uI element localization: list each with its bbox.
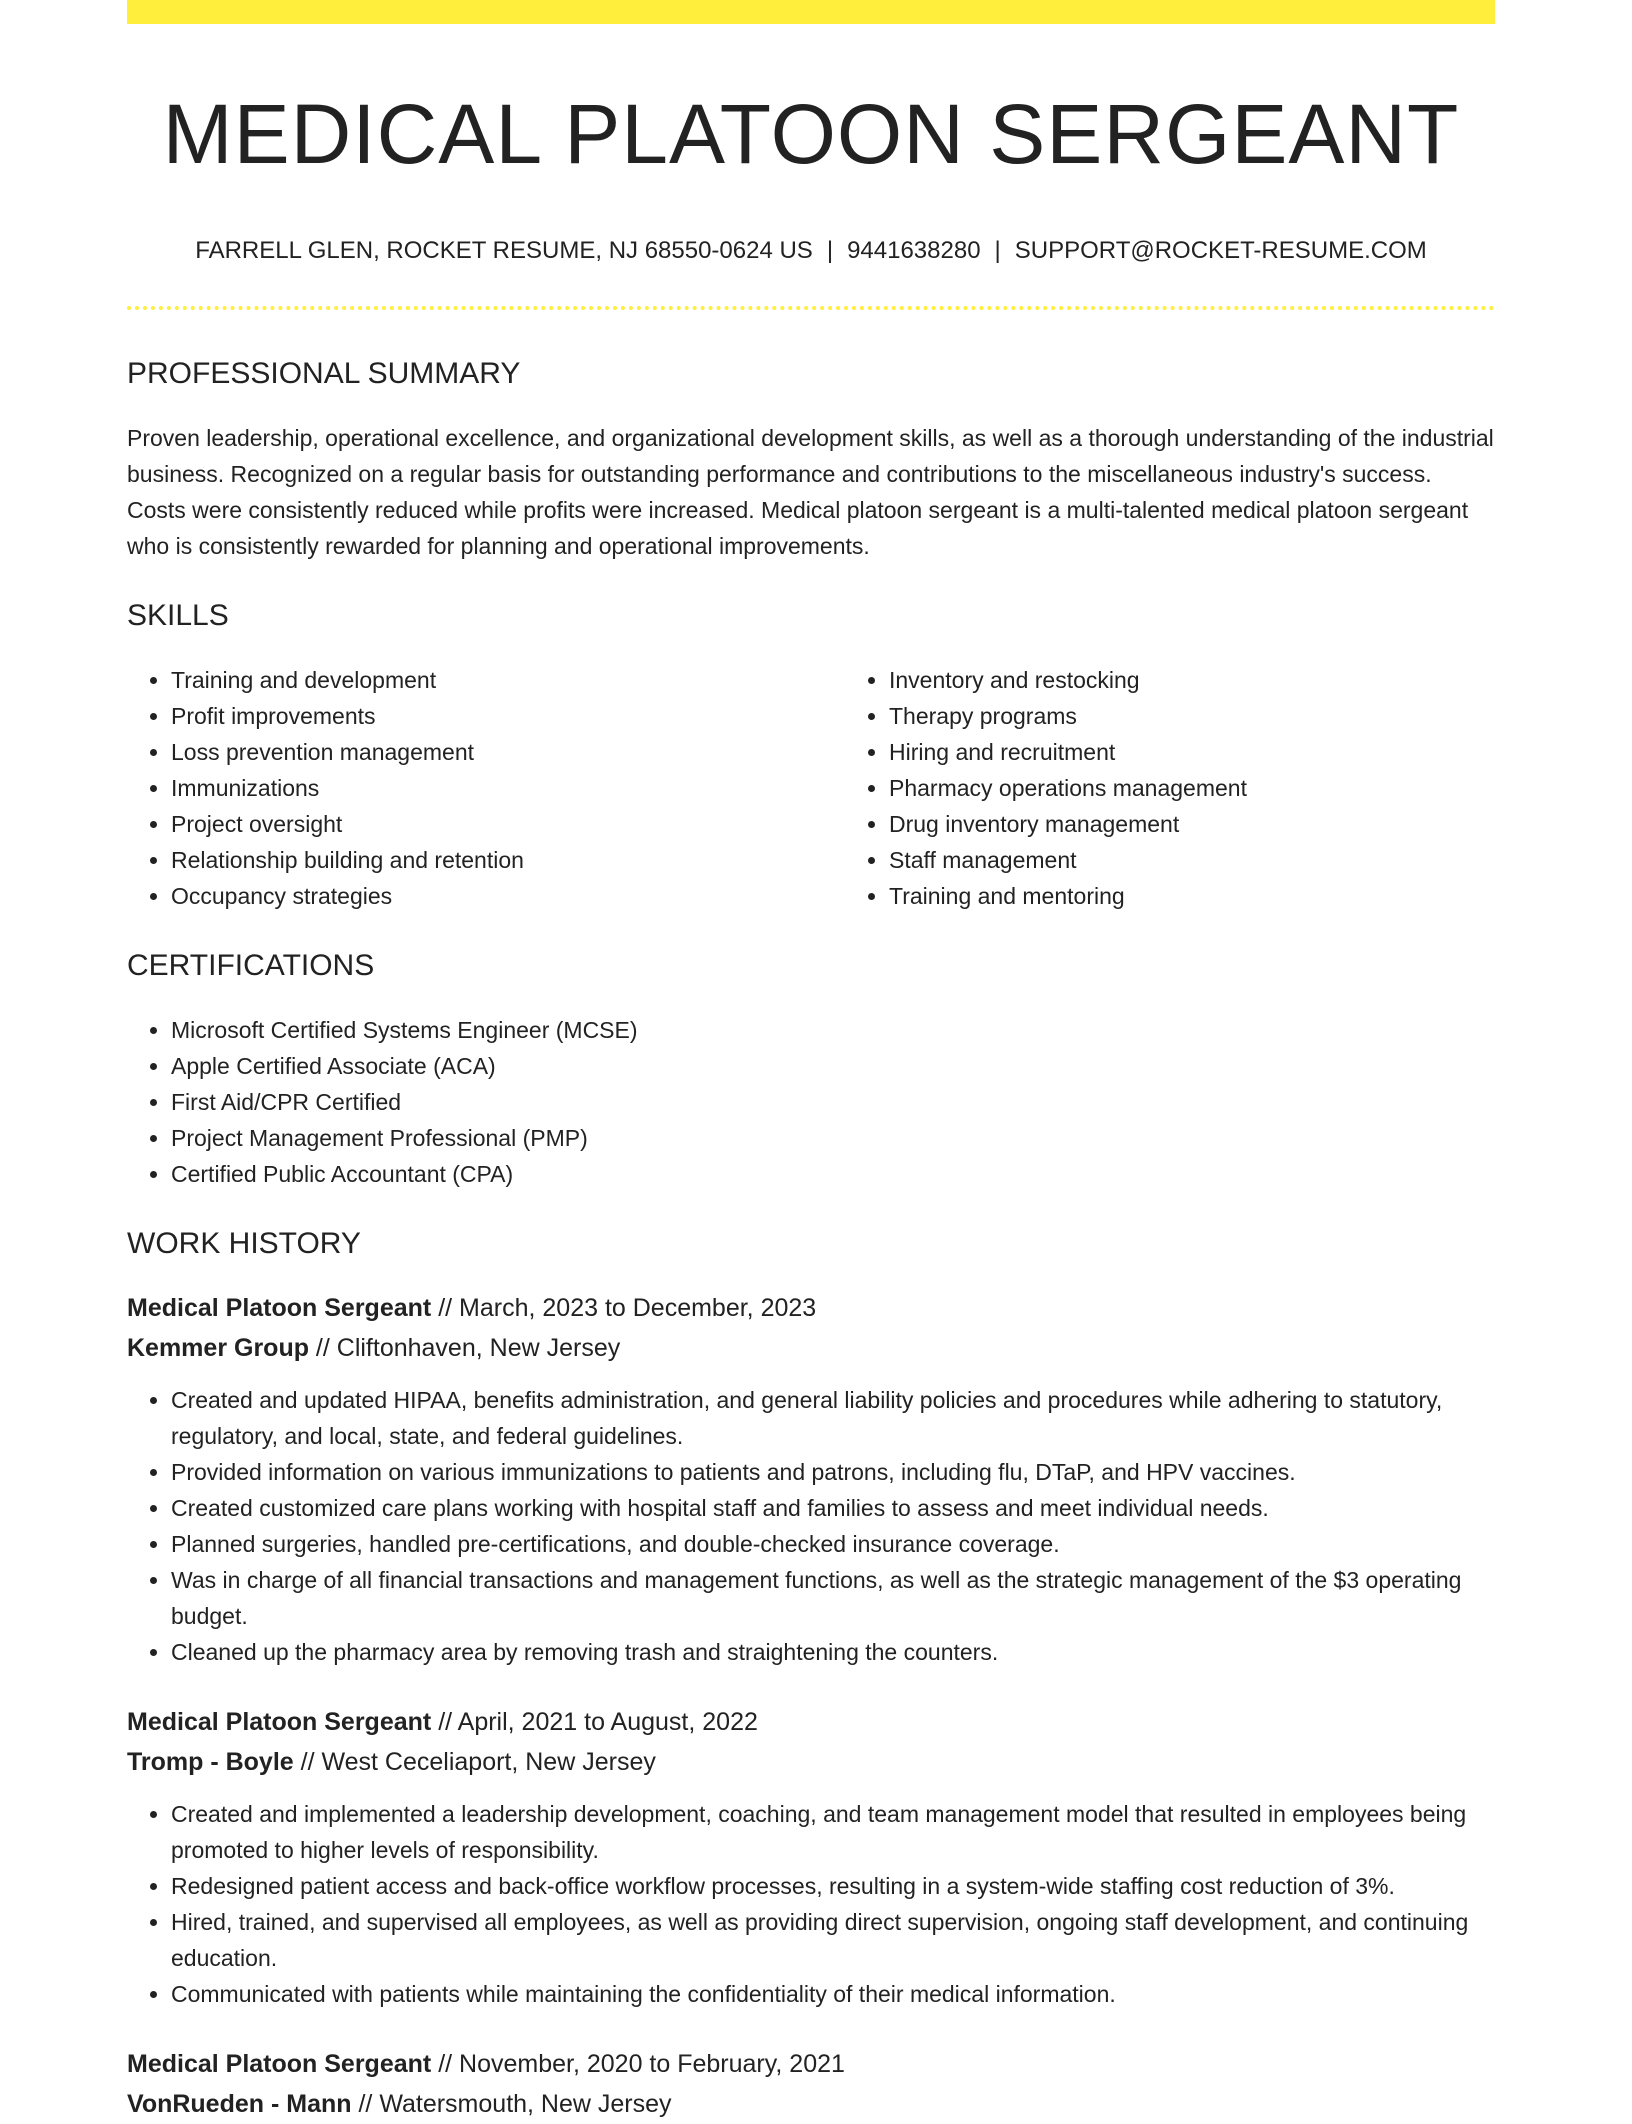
skills-section	[127, 598, 1495, 914]
contact-separator: |	[826, 236, 834, 264]
summary-section	[127, 356, 1495, 564]
job-entry	[127, 1288, 1495, 1670]
skill-item: • Training and development	[171, 662, 845, 698]
skill-item: • Inventory and restocking	[889, 662, 1495, 698]
job-dates: // November, 2020 to February, 2021	[431, 2049, 845, 2078]
certification-item: • First Aid/CPR Certified	[171, 1084, 1495, 1120]
skill-item: • Occupancy strategies	[171, 878, 845, 914]
certification-item: • Project Management Professional (PMP)	[171, 1120, 1495, 1156]
top-accent-bar	[127, 0, 1495, 24]
job-bullet: • Hired, trained, and supervised all employees, as well as providing direct supervision, ongoing staff development, and continuing education.	[171, 1904, 1495, 1976]
certifications-section	[127, 948, 1495, 1192]
skills-columns	[127, 662, 1495, 914]
dotted-divider	[127, 306, 1495, 310]
job-company: Kemmer Group	[127, 1333, 309, 1362]
skill-item: • Relationship building and retention	[171, 842, 845, 878]
job-company-line	[127, 1742, 1495, 1782]
job-bullet: • Was in charge of all financial transactions and management functions, as well as the strategic management of the $3 operating budget.	[171, 1562, 1495, 1634]
certifications-list	[127, 1012, 1495, 1192]
contact-email: SUPPORT@ROCKET-RESUME.COM	[1014, 236, 1427, 264]
skill-item: • Immunizations	[171, 770, 845, 806]
work-history-section	[127, 1226, 1495, 2124]
job-entry	[127, 1702, 1495, 2012]
job-title: Medical Platoon Sergeant	[127, 2049, 432, 2078]
job-bullet: • Created and implemented a leadership development, coaching, and team management model that resulted in employees being promoted to higher levels of responsibility.	[171, 1796, 1495, 1868]
skill-item: • Training and mentoring	[889, 878, 1495, 914]
job-title: Medical Platoon Sergeant	[127, 1707, 432, 1736]
job-bullet: • Redesigned patient access and back-office workflow processes, resulting in a system-wide staffing cost reduction of 3%.	[171, 1868, 1495, 1904]
certifications-heading: CERTIFICATIONS	[127, 948, 375, 982]
job-bullet: • Planned surgeries, handled pre-certifications, and double-checked insurance coverage.	[171, 1526, 1495, 1562]
certification-item: • Microsoft Certified Systems Engineer (MCSE)	[171, 1012, 1495, 1048]
contact-separator: |	[994, 236, 1001, 264]
job-location: // Cliftonhaven, New Jersey	[308, 1333, 621, 1362]
skill-item: • Loss prevention management	[171, 734, 845, 770]
job-bullet: • Cleaned up the pharmacy area by removing trash and straightening the counters.	[171, 1634, 1495, 1670]
page-title: MEDICAL PLATOON SERGEANT	[162, 87, 1460, 181]
job-dates: // March, 2023 to December, 2023	[431, 1293, 817, 1322]
skill-item: • Drug inventory management	[889, 806, 1495, 842]
summary-text: Proven leadership, operational excellence, and organizational development skills, as well as a thorough understanding of the industrial business. Recognized on a regular basis for outstanding performance and contributions to the miscellaneous industry's success. Costs were consistently reduced while profits were increased. Medical platoon sergeant is a multi-talented medical platoon sergeant who is consistently rewarded for planning and operational improvements.	[127, 424, 1494, 559]
job-bullets	[127, 1382, 1495, 1670]
job-location: // West Ceceliaport, New Jersey	[293, 1747, 656, 1776]
job-company: VonRueden - Mann	[127, 2089, 352, 2118]
job-company-line	[127, 1328, 1495, 1368]
job-bullet: • Provided information on various immunizations to patients and patrons, including flu, DTaP, and HPV vaccines.	[171, 1454, 1495, 1490]
contact-line	[127, 237, 1495, 266]
resume-page	[127, 0, 1495, 2124]
skills-list-right	[845, 662, 1495, 914]
skill-item: • Therapy programs	[889, 698, 1495, 734]
summary-heading: PROFESSIONAL SUMMARY	[127, 356, 521, 390]
job-company-line	[127, 2084, 1495, 2124]
job-bullet: • Communicated with patients while maintaining the confidentiality of their medical information.	[171, 1976, 1495, 2012]
job-company: Tromp - Boyle	[127, 1747, 294, 1776]
skill-item: • Pharmacy operations management	[889, 770, 1495, 806]
skill-item: • Staff management	[889, 842, 1495, 878]
job-bullet: • Created customized care plans working with hospital staff and families to assess and meet individual needs.	[171, 1490, 1495, 1526]
certification-item: • Certified Public Accountant (CPA)	[171, 1156, 1495, 1192]
certification-item: • Apple Certified Associate (ACA)	[171, 1048, 1495, 1084]
job-title-line	[127, 1288, 1495, 1328]
skill-item: • Project oversight	[171, 806, 845, 842]
job-dates: // April, 2021 to August, 2022	[431, 1707, 758, 1736]
skill-item: • Profit improvements	[171, 698, 845, 734]
job-bullet: • Created and updated HIPAA, benefits administration, and general liability policies and procedures while adhering to statutory, regulatory, and local, state, and federal guidelines.	[171, 1382, 1495, 1454]
contact-phone: 9441638280	[847, 236, 981, 264]
job-location: // Watersmouth, New Jersey	[351, 2089, 672, 2118]
skill-item: • Hiring and recruitment	[889, 734, 1495, 770]
job-bullets	[127, 1796, 1495, 2012]
skills-list-left	[127, 662, 845, 914]
job-title-line	[127, 2044, 1495, 2084]
skills-heading: SKILLS	[127, 598, 229, 632]
work-history-heading: WORK HISTORY	[127, 1226, 361, 1260]
job-title-line	[127, 1702, 1495, 1742]
job-title: Medical Platoon Sergeant	[127, 1293, 432, 1322]
contact-address: FARRELL GLEN, ROCKET RESUME, NJ 68550-0624 US	[195, 236, 813, 264]
